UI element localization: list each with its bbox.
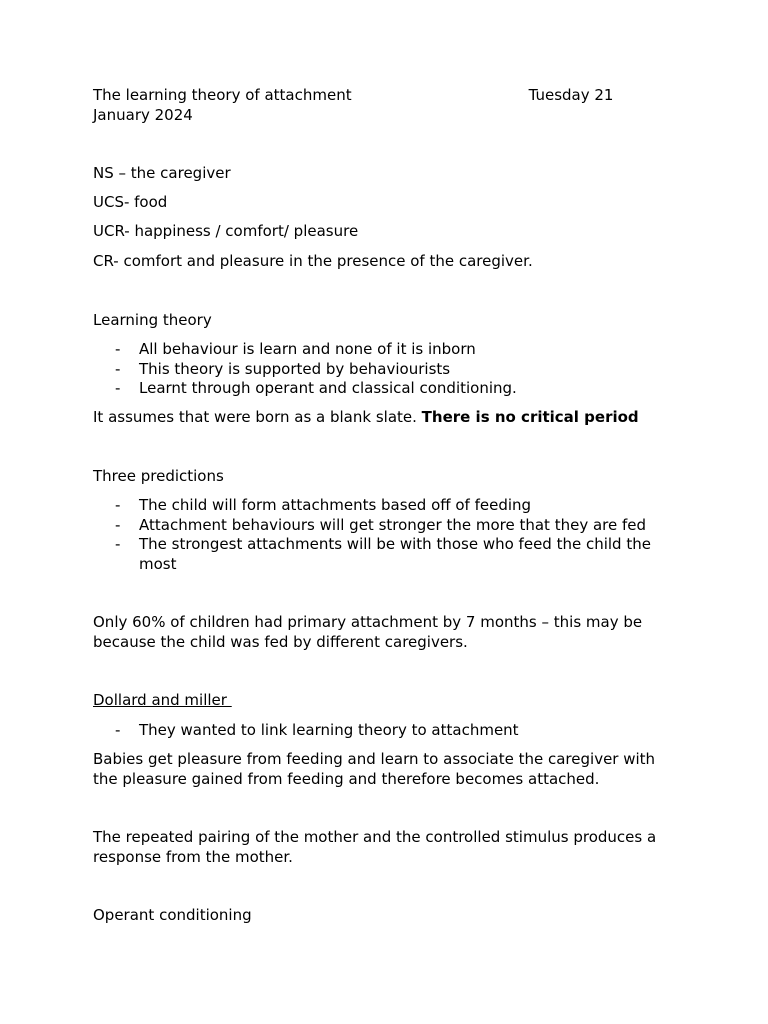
definition-ucr: UCR- happiness / comfort/ pleasure	[93, 222, 359, 240]
critical-period-statement: There is no critical period	[421, 408, 639, 426]
document-title: The learning theory of attachment	[93, 86, 352, 104]
predictions-list	[93, 496, 683, 574]
pairing-paragraph: The repeated pairing of the mother and the controlled stimulus produces a response from the mother.	[93, 828, 657, 866]
dash-bullet-icon: -	[115, 535, 121, 553]
operant-conditioning-heading: Operant conditioning	[93, 906, 252, 924]
dash-bullet-icon: -	[115, 379, 121, 397]
list-item: - The strongest attachments will be with those who feed the child the most	[115, 535, 651, 573]
document-date-continued: January 2024	[93, 105, 193, 124]
dollard-miller-paragraph: Babies get pleasure from feeding and learn to associate the caregiver with the pleasure gained from feeding and therefore becomes attached.	[93, 750, 656, 788]
predictions-heading: Three predictions	[93, 467, 224, 485]
document-date: Tuesday 21	[528, 86, 614, 104]
dash-bullet-icon: -	[115, 515, 121, 534]
list-item: - This theory is supported by behaviourists	[115, 359, 451, 378]
statistic-paragraph: Only 60% of children had primary attachment by 7 months – this may be because the child was fed by different caregivers.	[93, 613, 643, 651]
learning-theory-list	[93, 340, 683, 399]
document-header	[93, 86, 683, 125]
definition-cr: CR- comfort and pleasure in the presence of the caregiver.	[93, 252, 533, 270]
list-item: - Attachment behaviours will get stronger the more that they are fed	[115, 515, 647, 534]
definition-ns: NS – the caregiver	[93, 164, 231, 182]
dash-bullet-icon: -	[115, 721, 121, 739]
dollard-miller-heading: Dollard and miller	[93, 691, 232, 709]
list-item: - Learnt through operant and classical conditioning.	[115, 379, 517, 397]
definition-ucs: UCS- food	[93, 193, 168, 211]
list-item: - All behaviour is learn and none of it is inborn	[115, 340, 476, 358]
dash-bullet-icon: -	[115, 496, 121, 514]
assumption-paragraph: It assumes that were born as a blank slate. There is no critical period	[93, 408, 639, 426]
dash-bullet-icon: -	[115, 340, 121, 358]
list-item: - The child will form attachments based off of feeding	[115, 496, 532, 514]
dollard-miller-list	[93, 721, 683, 741]
learning-theory-heading: Learning theory	[93, 311, 212, 329]
list-item: - They wanted to link learning theory to attachment	[115, 721, 519, 739]
dash-bullet-icon: -	[115, 359, 121, 378]
